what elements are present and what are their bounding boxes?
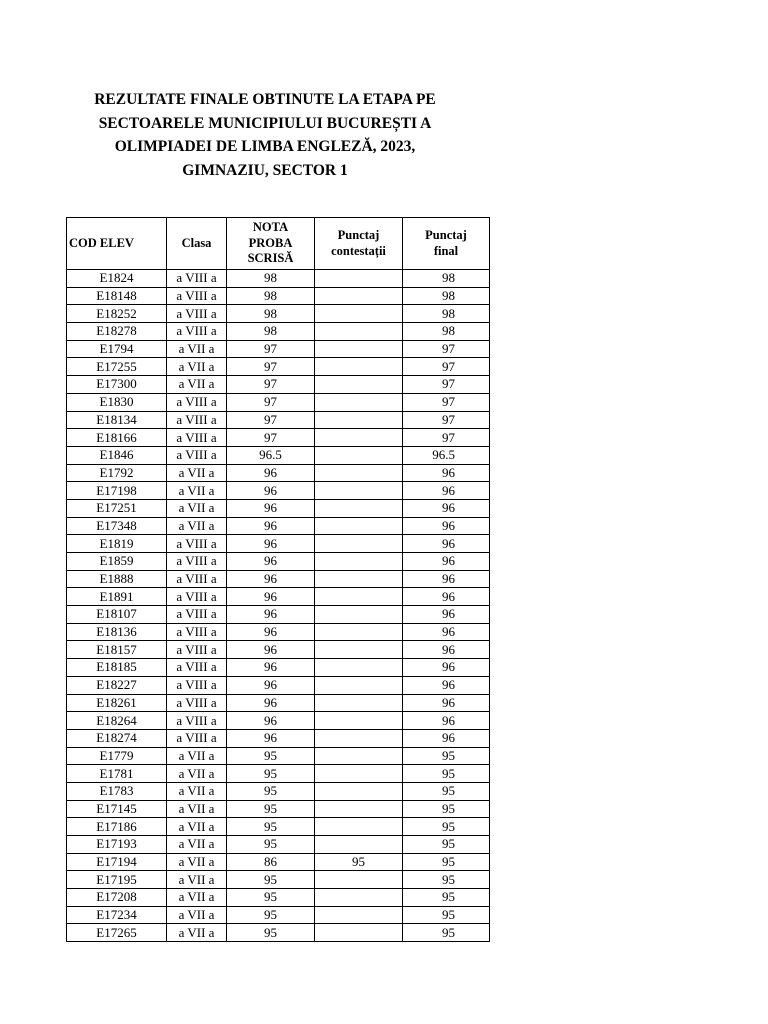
table-row xyxy=(67,800,490,818)
cell-cod-elev: E1781 xyxy=(67,765,167,783)
cell-punctaj-final: 97 xyxy=(403,340,490,358)
table-row xyxy=(67,340,490,358)
cell-nota-proba-scrisa: 95 xyxy=(227,818,315,836)
cell-clasa: a VIII a xyxy=(167,623,227,641)
table-row xyxy=(67,482,490,500)
cell-punctaj-final: 98 xyxy=(403,305,490,323)
table-row xyxy=(67,836,490,854)
cell-punctaj-final: 97 xyxy=(403,358,490,376)
cell-clasa: a VII a xyxy=(167,765,227,783)
header-final-line-2: final xyxy=(433,243,459,258)
cell-clasa: a VIII a xyxy=(167,553,227,571)
cell-nota-proba-scrisa: 96 xyxy=(227,606,315,624)
cell-cod-elev: E1779 xyxy=(67,747,167,765)
cell-punctaj-final: 96 xyxy=(403,464,490,482)
cell-punctaj-contestatii xyxy=(315,765,403,783)
cell-clasa: a VIII a xyxy=(167,570,227,588)
results-table xyxy=(66,217,490,942)
header-nota-line-3: SCRISĂ xyxy=(247,251,294,266)
cell-clasa: a VIII a xyxy=(167,393,227,411)
cell-nota-proba-scrisa: 96 xyxy=(227,694,315,712)
cell-punctaj-final: 96.5 xyxy=(403,446,490,464)
cell-punctaj-final: 97 xyxy=(403,376,490,394)
table-row xyxy=(67,376,490,394)
cell-punctaj-contestatii: 95 xyxy=(315,853,403,871)
header-row xyxy=(67,218,490,270)
cell-punctaj-contestatii xyxy=(315,836,403,854)
cell-cod-elev: E18264 xyxy=(67,712,167,730)
title-line-2: SECTOARELE MUNICIPIULUI BUCUREȘTI A xyxy=(98,114,432,132)
header-contestatii-line-2: contestații xyxy=(331,243,386,258)
table-row xyxy=(67,358,490,376)
cell-cod-elev: E18252 xyxy=(67,305,167,323)
cell-clasa: a VII a xyxy=(167,782,227,800)
cell-clasa: a VII a xyxy=(167,499,227,517)
table-row xyxy=(67,924,490,942)
cell-punctaj-contestatii xyxy=(315,270,403,288)
cell-cod-elev: E17348 xyxy=(67,517,167,535)
cell-punctaj-contestatii xyxy=(315,464,403,482)
cell-punctaj-contestatii xyxy=(315,800,403,818)
cell-punctaj-contestatii xyxy=(315,676,403,694)
cell-punctaj-final: 98 xyxy=(403,287,490,305)
cell-cod-elev: E17251 xyxy=(67,499,167,517)
cell-punctaj-final: 95 xyxy=(403,747,490,765)
cell-cod-elev: E1819 xyxy=(67,535,167,553)
cell-nota-proba-scrisa: 95 xyxy=(227,765,315,783)
cell-punctaj-final: 97 xyxy=(403,411,490,429)
cell-cod-elev: E18227 xyxy=(67,676,167,694)
cell-cod-elev: E1830 xyxy=(67,393,167,411)
cell-punctaj-final: 95 xyxy=(403,800,490,818)
table-row xyxy=(67,889,490,907)
cell-punctaj-final: 95 xyxy=(403,782,490,800)
table-row xyxy=(67,393,490,411)
cell-clasa: a VII a xyxy=(167,482,227,500)
cell-cod-elev: E18261 xyxy=(67,694,167,712)
cell-punctaj-contestatii xyxy=(315,340,403,358)
cell-clasa: a VII a xyxy=(167,747,227,765)
cell-punctaj-final: 96 xyxy=(403,623,490,641)
cell-nota-proba-scrisa: 96 xyxy=(227,482,315,500)
cell-punctaj-contestatii xyxy=(315,659,403,677)
cell-punctaj-contestatii xyxy=(315,517,403,535)
cell-cod-elev: E18148 xyxy=(67,287,167,305)
cell-clasa: a VIII a xyxy=(167,270,227,288)
cell-punctaj-final: 96 xyxy=(403,729,490,747)
cell-nota-proba-scrisa: 95 xyxy=(227,747,315,765)
results-table-header xyxy=(67,218,490,270)
header-nota-line-2: PROBA xyxy=(248,235,293,250)
cell-punctaj-contestatii xyxy=(315,924,403,942)
table-row xyxy=(67,446,490,464)
cell-cod-elev: E17255 xyxy=(67,358,167,376)
table-row xyxy=(67,606,490,624)
cell-clasa: a VIII a xyxy=(167,712,227,730)
cell-cod-elev: E1783 xyxy=(67,782,167,800)
cell-punctaj-contestatii xyxy=(315,287,403,305)
cell-punctaj-contestatii xyxy=(315,553,403,571)
cell-punctaj-contestatii xyxy=(315,393,403,411)
cell-nota-proba-scrisa: 97 xyxy=(227,393,315,411)
title-line-1: REZULTATE FINALE OBTINUTE LA ETAPA PE xyxy=(94,91,436,108)
cell-punctaj-final: 97 xyxy=(403,429,490,447)
cell-cod-elev: E1824 xyxy=(67,270,167,288)
cell-nota-proba-scrisa: 96 xyxy=(227,464,315,482)
cell-punctaj-contestatii xyxy=(315,482,403,500)
cell-punctaj-final: 95 xyxy=(403,924,490,942)
table-row xyxy=(67,411,490,429)
cell-punctaj-contestatii xyxy=(315,358,403,376)
table-row xyxy=(67,747,490,765)
cell-clasa: a VIII a xyxy=(167,287,227,305)
cell-punctaj-final: 96 xyxy=(403,588,490,606)
cell-clasa: a VII a xyxy=(167,376,227,394)
cell-clasa: a VII a xyxy=(167,358,227,376)
cell-punctaj-contestatii xyxy=(315,871,403,889)
cell-cod-elev: E17300 xyxy=(67,376,167,394)
cell-cod-elev: E18274 xyxy=(67,729,167,747)
cell-nota-proba-scrisa: 96 xyxy=(227,676,315,694)
header-cod-elev-label: COD ELEV xyxy=(69,235,134,250)
cell-clasa: a VIII a xyxy=(167,305,227,323)
cell-punctaj-contestatii xyxy=(315,570,403,588)
table-row xyxy=(67,782,490,800)
header-nota-proba-scrisa xyxy=(227,218,315,270)
cell-cod-elev: E17234 xyxy=(67,906,167,924)
header-clasa-label: Clasa xyxy=(181,235,212,250)
table-row xyxy=(67,553,490,571)
cell-nota-proba-scrisa: 96 xyxy=(227,517,315,535)
table-row xyxy=(67,305,490,323)
cell-punctaj-contestatii xyxy=(315,694,403,712)
cell-punctaj-contestatii xyxy=(315,305,403,323)
cell-punctaj-final: 95 xyxy=(403,836,490,854)
cell-punctaj-final: 95 xyxy=(403,906,490,924)
results-table-body xyxy=(67,270,490,942)
document-title xyxy=(60,88,470,182)
cell-clasa: a VIII a xyxy=(167,659,227,677)
cell-punctaj-contestatii xyxy=(315,782,403,800)
cell-nota-proba-scrisa: 95 xyxy=(227,889,315,907)
cell-clasa: a VII a xyxy=(167,853,227,871)
cell-punctaj-final: 96 xyxy=(403,641,490,659)
cell-nota-proba-scrisa: 98 xyxy=(227,287,315,305)
cell-punctaj-final: 96 xyxy=(403,694,490,712)
cell-nota-proba-scrisa: 97 xyxy=(227,429,315,447)
cell-punctaj-contestatii xyxy=(315,535,403,553)
cell-clasa: a VIII a xyxy=(167,694,227,712)
table-row xyxy=(67,818,490,836)
cell-punctaj-contestatii xyxy=(315,729,403,747)
cell-clasa: a VIII a xyxy=(167,323,227,341)
cell-punctaj-contestatii xyxy=(315,429,403,447)
cell-cod-elev: E17186 xyxy=(67,818,167,836)
cell-punctaj-contestatii xyxy=(315,606,403,624)
cell-cod-elev: E17265 xyxy=(67,924,167,942)
cell-nota-proba-scrisa: 95 xyxy=(227,924,315,942)
title-line-3: OLIMPIADEI DE LIMBA ENGLEZĂ, 2023, xyxy=(114,138,416,155)
cell-punctaj-contestatii xyxy=(315,323,403,341)
cell-punctaj-final: 95 xyxy=(403,853,490,871)
table-row xyxy=(67,765,490,783)
cell-punctaj-final: 98 xyxy=(403,323,490,341)
cell-nota-proba-scrisa: 96 xyxy=(227,659,315,677)
cell-clasa: a VII a xyxy=(167,836,227,854)
header-punctaj-final xyxy=(403,218,490,270)
cell-cod-elev: E17194 xyxy=(67,853,167,871)
cell-nota-proba-scrisa: 96 xyxy=(227,712,315,730)
cell-cod-elev: E1846 xyxy=(67,446,167,464)
table-row xyxy=(67,588,490,606)
cell-punctaj-final: 95 xyxy=(403,765,490,783)
cell-nota-proba-scrisa: 95 xyxy=(227,800,315,818)
cell-punctaj-final: 96 xyxy=(403,535,490,553)
cell-punctaj-contestatii xyxy=(315,889,403,907)
cell-punctaj-final: 95 xyxy=(403,818,490,836)
cell-cod-elev: E17193 xyxy=(67,836,167,854)
cell-punctaj-contestatii xyxy=(315,712,403,730)
cell-nota-proba-scrisa: 95 xyxy=(227,871,315,889)
table-row xyxy=(67,641,490,659)
table-row xyxy=(67,712,490,730)
cell-clasa: a VIII a xyxy=(167,729,227,747)
cell-nota-proba-scrisa: 96 xyxy=(227,570,315,588)
cell-clasa: a VII a xyxy=(167,889,227,907)
cell-nota-proba-scrisa: 95 xyxy=(227,782,315,800)
cell-punctaj-contestatii xyxy=(315,623,403,641)
cell-nota-proba-scrisa: 97 xyxy=(227,340,315,358)
cell-nota-proba-scrisa: 95 xyxy=(227,906,315,924)
cell-nota-proba-scrisa: 96 xyxy=(227,499,315,517)
cell-punctaj-contestatii xyxy=(315,818,403,836)
cell-clasa: a VII a xyxy=(167,517,227,535)
cell-cod-elev: E17195 xyxy=(67,871,167,889)
cell-cod-elev: E1794 xyxy=(67,340,167,358)
cell-clasa: a VII a xyxy=(167,906,227,924)
header-contestatii-line-1: Punctaj xyxy=(337,228,380,242)
cell-punctaj-contestatii xyxy=(315,906,403,924)
cell-cod-elev: E18136 xyxy=(67,623,167,641)
cell-cod-elev: E18166 xyxy=(67,429,167,447)
cell-nota-proba-scrisa: 98 xyxy=(227,323,315,341)
cell-clasa: a VIII a xyxy=(167,411,227,429)
table-row xyxy=(67,570,490,588)
cell-punctaj-final: 96 xyxy=(403,499,490,517)
cell-clasa: a VIII a xyxy=(167,588,227,606)
cell-nota-proba-scrisa: 97 xyxy=(227,376,315,394)
cell-punctaj-contestatii xyxy=(315,411,403,429)
cell-cod-elev: E18157 xyxy=(67,641,167,659)
cell-nota-proba-scrisa: 96 xyxy=(227,588,315,606)
cell-punctaj-final: 96 xyxy=(403,553,490,571)
cell-punctaj-final: 96 xyxy=(403,570,490,588)
cell-nota-proba-scrisa: 97 xyxy=(227,358,315,376)
cell-cod-elev: E18134 xyxy=(67,411,167,429)
cell-cod-elev: E18185 xyxy=(67,659,167,677)
cell-punctaj-final: 96 xyxy=(403,606,490,624)
cell-clasa: a VII a xyxy=(167,924,227,942)
header-punctaj-contestatii xyxy=(315,218,403,270)
cell-nota-proba-scrisa: 96 xyxy=(227,641,315,659)
cell-clasa: a VII a xyxy=(167,464,227,482)
cell-clasa: a VIII a xyxy=(167,429,227,447)
header-final-line-1: Punctaj xyxy=(425,228,467,242)
cell-punctaj-contestatii xyxy=(315,446,403,464)
table-row xyxy=(67,464,490,482)
table-row xyxy=(67,517,490,535)
cell-punctaj-final: 96 xyxy=(403,517,490,535)
table-row xyxy=(67,323,490,341)
cell-punctaj-final: 95 xyxy=(403,871,490,889)
cell-nota-proba-scrisa: 98 xyxy=(227,305,315,323)
cell-cod-elev: E17145 xyxy=(67,800,167,818)
cell-nota-proba-scrisa: 96 xyxy=(227,623,315,641)
table-row xyxy=(67,623,490,641)
cell-clasa: a VII a xyxy=(167,340,227,358)
cell-nota-proba-scrisa: 96 xyxy=(227,535,315,553)
header-cod-elev xyxy=(67,218,167,270)
cell-nota-proba-scrisa: 96.5 xyxy=(227,446,315,464)
cell-punctaj-final: 96 xyxy=(403,659,490,677)
cell-clasa: a VII a xyxy=(167,800,227,818)
cell-nota-proba-scrisa: 97 xyxy=(227,411,315,429)
cell-punctaj-contestatii xyxy=(315,376,403,394)
cell-cod-elev: E1888 xyxy=(67,570,167,588)
table-row xyxy=(67,729,490,747)
cell-nota-proba-scrisa: 86 xyxy=(227,853,315,871)
cell-clasa: a VIII a xyxy=(167,535,227,553)
cell-cod-elev: E17198 xyxy=(67,482,167,500)
table-row xyxy=(67,853,490,871)
cell-cod-elev: E18107 xyxy=(67,606,167,624)
cell-punctaj-final: 98 xyxy=(403,270,490,288)
header-clasa xyxy=(167,218,227,270)
cell-punctaj-final: 96 xyxy=(403,676,490,694)
cell-nota-proba-scrisa: 96 xyxy=(227,729,315,747)
table-row xyxy=(67,287,490,305)
cell-punctaj-contestatii xyxy=(315,747,403,765)
table-row xyxy=(67,535,490,553)
cell-punctaj-contestatii xyxy=(315,641,403,659)
cell-punctaj-contestatii xyxy=(315,588,403,606)
cell-clasa: a VII a xyxy=(167,818,227,836)
cell-clasa: a VIII a xyxy=(167,676,227,694)
cell-clasa: a VIII a xyxy=(167,446,227,464)
cell-clasa: a VIII a xyxy=(167,641,227,659)
table-row xyxy=(67,871,490,889)
cell-clasa: a VII a xyxy=(167,871,227,889)
table-row xyxy=(67,676,490,694)
cell-cod-elev: E1891 xyxy=(67,588,167,606)
table-row xyxy=(67,499,490,517)
cell-cod-elev: E17208 xyxy=(67,889,167,907)
cell-punctaj-final: 96 xyxy=(403,482,490,500)
table-row xyxy=(67,906,490,924)
cell-punctaj-final: 96 xyxy=(403,712,490,730)
cell-cod-elev: E1859 xyxy=(67,553,167,571)
cell-punctaj-final: 97 xyxy=(403,393,490,411)
table-row xyxy=(67,429,490,447)
table-row xyxy=(67,694,490,712)
cell-nota-proba-scrisa: 96 xyxy=(227,553,315,571)
cell-punctaj-final: 95 xyxy=(403,889,490,907)
table-row xyxy=(67,270,490,288)
cell-punctaj-contestatii xyxy=(315,499,403,517)
cell-cod-elev: E1792 xyxy=(67,464,167,482)
title-line-4: GIMNAZIU, SECTOR 1 xyxy=(182,161,348,179)
cell-nota-proba-scrisa: 95 xyxy=(227,836,315,854)
cell-clasa: a VIII a xyxy=(167,606,227,624)
table-row xyxy=(67,659,490,677)
header-nota-line-1: NOTA xyxy=(252,220,289,235)
cell-nota-proba-scrisa: 98 xyxy=(227,270,315,288)
cell-cod-elev: E18278 xyxy=(67,323,167,341)
